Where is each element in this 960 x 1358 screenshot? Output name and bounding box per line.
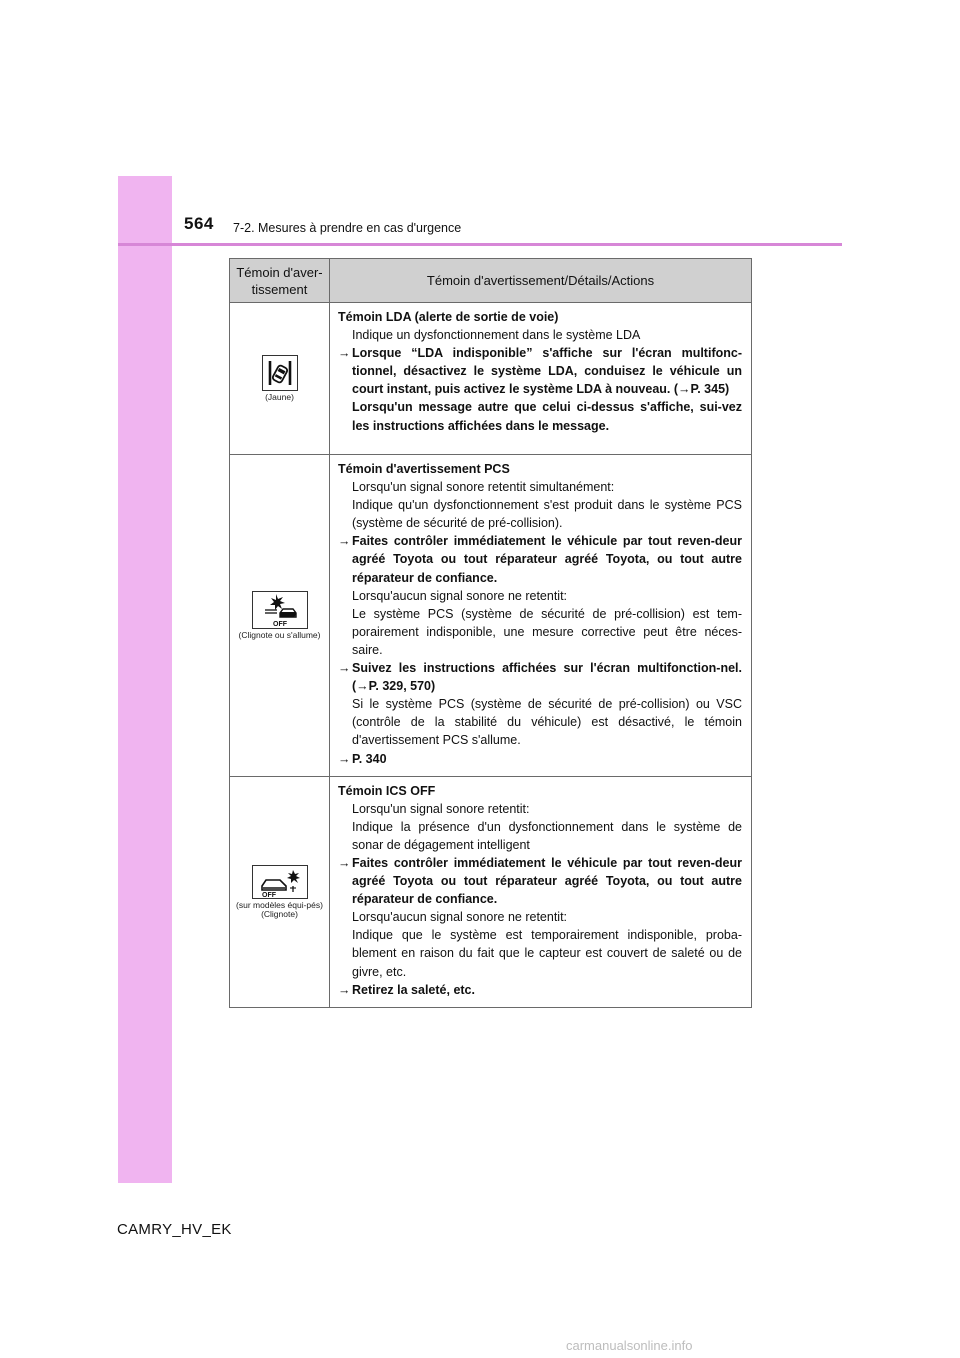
arrow-icon: →	[338, 346, 351, 361]
detail-text: Indique qu'un dysfonctionnement s'est produit dans le système PCS (système de sécurité de pré-collision).	[352, 498, 742, 531]
col-header-details: Témoin d'avertissement/Détails/Actions	[330, 259, 752, 303]
watermark: carmanualsonline.info	[566, 1338, 693, 1353]
ics-off-icon	[252, 865, 308, 899]
table-row	[230, 455, 752, 777]
detail-text: Si le système PCS (système de sécurité de pré-collision) ou VSC (contrôle de la stabilité du véhicule) est désactivé, le témoin d'avertissement PCS s'allume.	[352, 697, 742, 748]
detail-text: Lorsqu'aucun signal sonore ne retentit:	[352, 588, 568, 603]
side-band	[118, 176, 172, 1183]
action-item	[338, 750, 742, 768]
arrow-icon: →	[338, 982, 351, 997]
page-number: 564	[184, 214, 214, 233]
icon-caption: (Jaune)	[265, 392, 294, 402]
detail-text: Lorsqu'un signal sonore retentit:	[352, 801, 530, 816]
warning-light-table	[229, 258, 752, 1008]
table-row	[230, 303, 752, 455]
details-cell	[330, 303, 752, 455]
row-title: Témoin LDA (alerte de sortie de voie)	[338, 310, 559, 324]
table-row	[230, 776, 752, 1007]
details-cell	[330, 776, 752, 1007]
table-header-row	[230, 259, 752, 303]
action-text: Faites contrôler immédiatement le véhicule par tout reven-deur agréé Toyota ou tout réparateur agréé Toyota, ou tout autre réparateur de confiance.	[352, 855, 742, 907]
action-item	[338, 532, 742, 586]
action-text: Faites contrôler immédiatement le véhicule par tout reven-deur agréé Toyota ou tout réparateur agréé Toyota, ou tout autre réparateur de confiance.	[352, 534, 742, 585]
row-title: Témoin d'avertissement PCS	[338, 462, 510, 476]
section-title: 7-2. Mesures à prendre en cas d'urgence	[233, 221, 462, 235]
detail-text: Lorsqu'aucun signal sonore ne retentit:	[352, 910, 568, 925]
icon-caption: (sur modèles équi-pés) (Clignote)	[236, 899, 323, 919]
detail-text: Lorsqu'un signal sonore retentit simultanément:	[352, 480, 615, 495]
action-text: Retirez la saleté, etc.	[352, 982, 475, 997]
details-cell	[330, 455, 752, 777]
action-text: Lorsque “LDA indisponible” s'affiche sur l'écran multifonc-tionnel, désactivez le système LDA, conduisez le véhicule un court instant, puis activez le système LDA à nouveau. (→P. 345)	[352, 346, 742, 397]
action-text: Suivez les instructions affichées sur l'écran multifonction-nel. (→P. 329, 570)	[352, 661, 742, 694]
row-title: Témoin ICS OFF	[338, 783, 436, 798]
detail-text: Indique la présence d'un dysfonctionnement dans le système de sonar de dégagement intelligent	[352, 819, 742, 852]
header-rule	[118, 243, 842, 246]
action-item	[338, 854, 742, 908]
svg-text:OFF: OFF	[272, 620, 287, 628]
lane-departure-icon	[262, 355, 298, 391]
svg-text:OFF: OFF	[261, 891, 276, 899]
detail-text: Le système PCS (système de sécurité de pré-collision) est tem-porairement indisponible, une mesure corrective peut être néces-saire.	[352, 606, 742, 657]
arrow-icon: →	[338, 534, 351, 549]
col-header-light: Témoin d'aver- tissement	[230, 259, 330, 303]
action-item	[338, 344, 742, 398]
arrow-icon: →	[338, 661, 351, 676]
action-item	[338, 659, 742, 695]
action-text-extra: Lorsqu'un message autre que celui ci-dessus s'affiche, sui-vez les instructions affichées dans le message.	[352, 400, 742, 433]
detail-text: Indique un dysfonctionnement dans le système LDA	[352, 328, 641, 343]
detail-text: Indique que le système est temporairement indisponible, proba-blement en raison du fait que le capteur est couvert de saleté ou de givre, etc.	[352, 928, 742, 979]
action-text: P. 340	[352, 751, 387, 766]
footer-model-code: CAMRY_HV_EK	[117, 1221, 232, 1238]
icon-caption: (Clignote ou s'allume)	[238, 629, 321, 640]
icon-cell	[230, 776, 330, 1007]
action-item	[338, 981, 742, 999]
icon-cell	[230, 303, 330, 455]
pcs-off-icon	[252, 591, 308, 629]
arrow-icon: →	[338, 855, 351, 870]
arrow-icon: →	[338, 751, 351, 766]
icon-cell	[230, 455, 330, 777]
